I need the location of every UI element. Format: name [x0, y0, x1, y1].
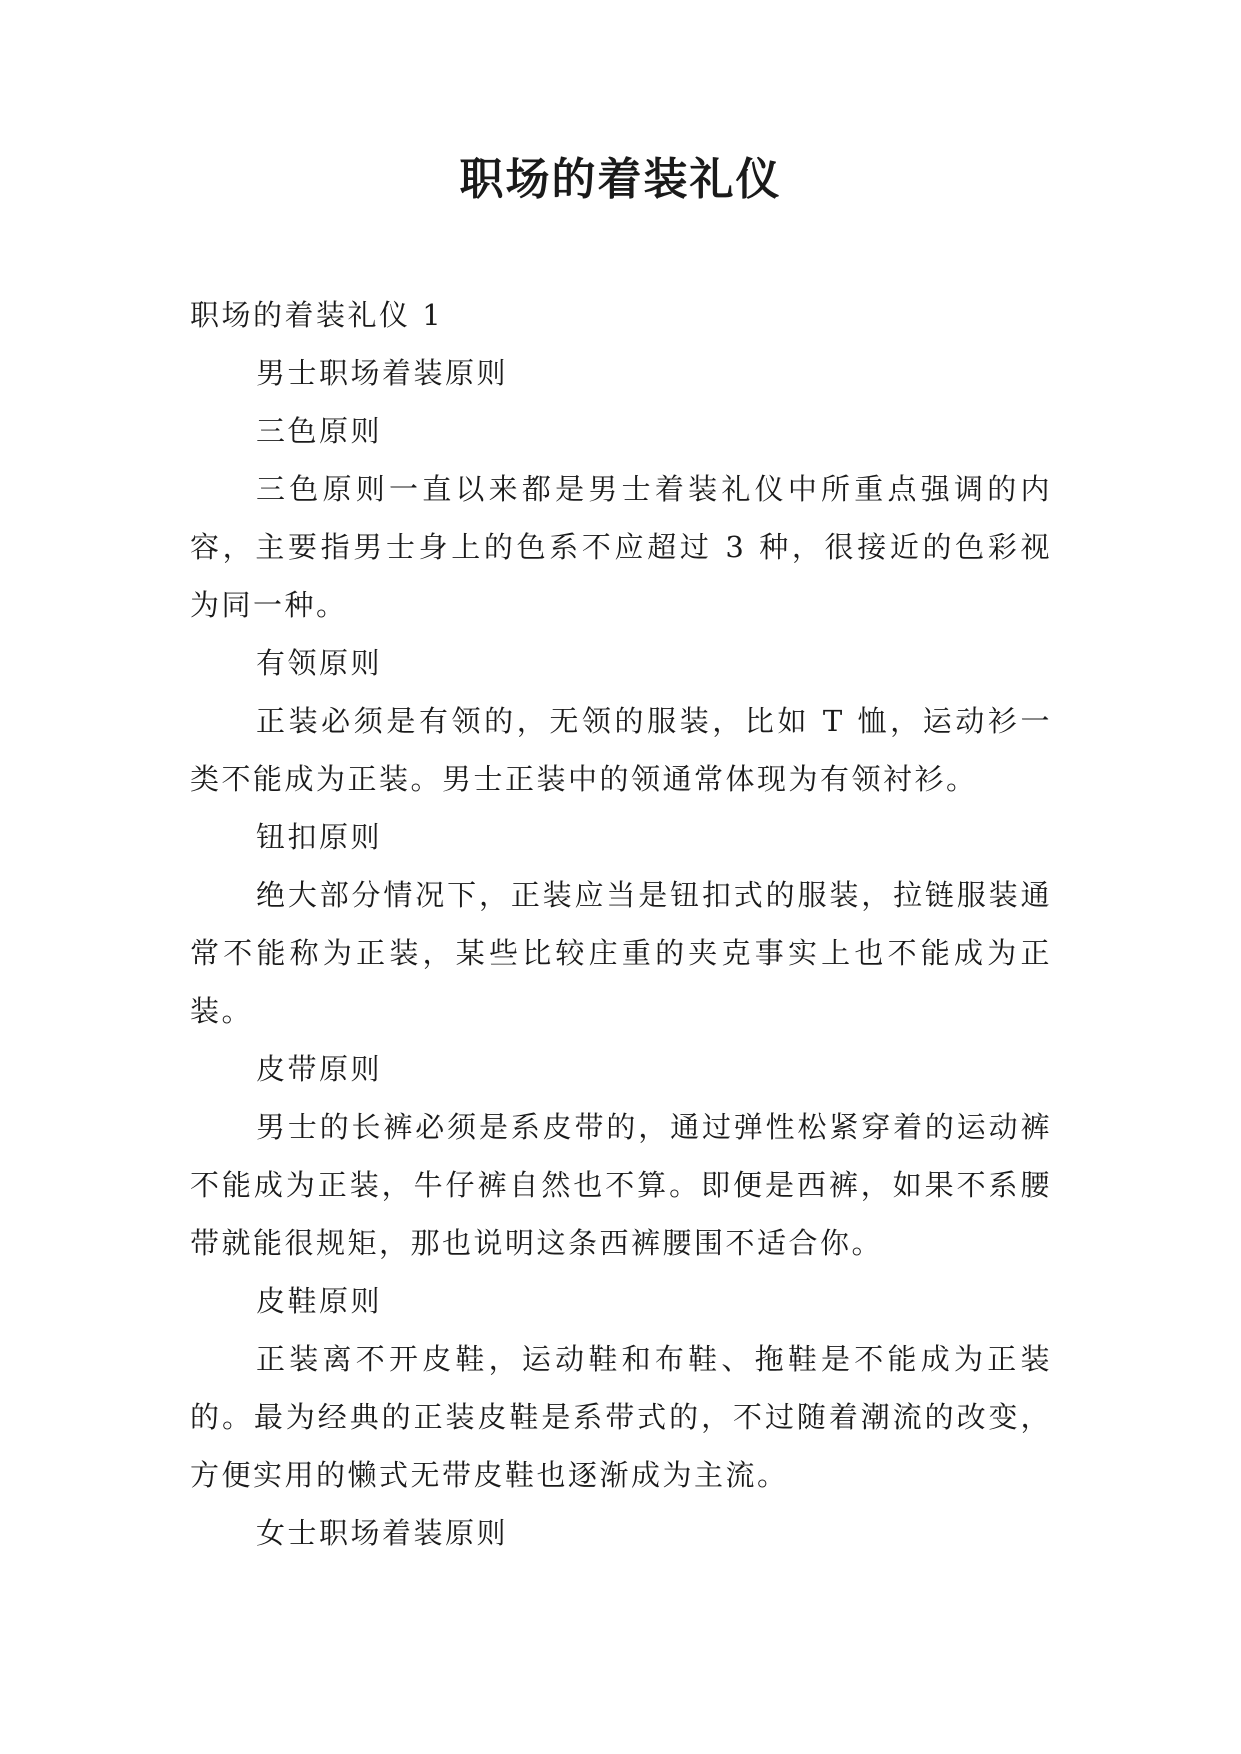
belt-paragraph: 男士的长裤必须是系皮带的，通过弹性松紧穿着的运动裤不能成为正装，牛仔裤自然也不算。即便是西裤，如果不系腰带就能很规矩，那也说明这条西裤腰围不适合你。: [190, 1110, 1052, 1260]
women-principles-heading: 女士职场着装原则: [256, 1516, 509, 1550]
collar-paragraph: 正装必须是有领的，无领的服装，比如 T 恤，运动衫一类不能成为正装。男士正装中的领通常体现为有领衬衫。: [190, 704, 1052, 796]
men-principles-heading: 男士职场着装原则: [256, 356, 509, 390]
collar-heading: 有领原则: [256, 646, 383, 680]
document-body: [190, 286, 1052, 1562]
three-color-paragraph: 三色原则一直以来都是男士着装礼仪中所重点强调的内容，主要指男士身上的色系不应超过 3 种，很接近的色彩视为同一种。: [190, 472, 1052, 622]
three-color-heading: 三色原则: [256, 414, 383, 448]
shoes-paragraph: 正装离不开皮鞋，运动鞋和布鞋、拖鞋是不能成为正装的。最为经典的正装皮鞋是系带式的，不过随着潮流的改变，方便实用的懒式无带皮鞋也逐渐成为主流。: [190, 1342, 1052, 1492]
button-paragraph: 绝大部分情况下，正装应当是钮扣式的服装，拉链服装通常不能称为正装，某些比较庄重的夹克事实上也不能成为正装。: [190, 878, 1052, 1028]
document-title: 职场的着装礼仪: [459, 154, 782, 205]
belt-heading: 皮带原则: [256, 1052, 383, 1086]
shoes-heading: 皮鞋原则: [256, 1284, 383, 1318]
section-heading: 职场的着装礼仪 1: [190, 298, 444, 332]
button-heading: 钮扣原则: [256, 820, 383, 854]
